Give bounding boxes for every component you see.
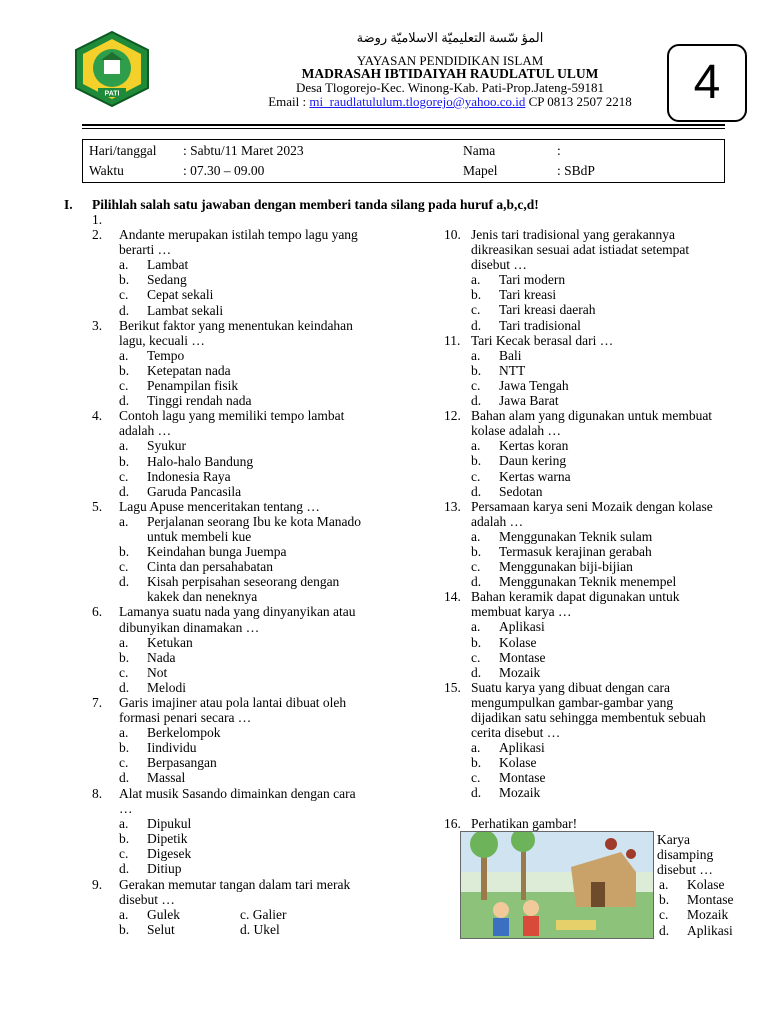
answer-option[interactable] (657, 923, 757, 938)
option-text: Keindahan bunga Juempa (147, 544, 287, 560)
question-number: 1. (92, 212, 103, 227)
answer-option[interactable] (119, 348, 372, 363)
option-text: Melodi (147, 679, 186, 695)
option-text: Menggunakan Teknik sulam (499, 528, 653, 544)
answer-option[interactable] (657, 907, 757, 922)
phone-number: CP 0813 2507 2218 (525, 94, 632, 109)
option-letter: c. (471, 468, 481, 484)
question-text: Berikut faktor yang menentukan keindahan lagu, kecuali … (119, 317, 353, 348)
option-letter: d. (471, 574, 482, 590)
school-name: MADRASAH IBTIDAIYAH RAUDLATUL ULUM (301, 66, 599, 81)
option-letter: d. (119, 770, 130, 786)
option-text: Nada (147, 649, 176, 665)
question-number: 12. (444, 408, 461, 424)
answer-option[interactable] (471, 650, 724, 665)
option-c: c. Galier (240, 907, 287, 923)
option-text: Tinggi rendah nada (147, 393, 252, 409)
header-divider-thin (82, 128, 725, 129)
answer-option[interactable] (471, 302, 724, 317)
option-text: Sedang (147, 272, 187, 288)
option-letter: d. (659, 922, 670, 938)
option-letter: b. (471, 453, 482, 469)
answer-option[interactable] (471, 665, 724, 680)
option-letter: a. (119, 725, 129, 741)
option-text: Mozaik (499, 785, 541, 801)
question-9 (92, 877, 372, 937)
question-number: 2. (92, 227, 103, 243)
option-text: Jawa Barat (499, 393, 559, 409)
question-16 (444, 816, 744, 831)
option-text: Cepat sekali (147, 287, 214, 303)
question-number: 13. (444, 498, 461, 514)
answer-option[interactable] (119, 559, 372, 574)
question-item (444, 499, 724, 590)
option-text: Selut (147, 922, 175, 938)
option-letter: d. (471, 393, 482, 409)
question-item (444, 333, 724, 408)
option-text: Digesek (147, 845, 192, 861)
question-text: Perhatikan gambar! (471, 816, 578, 831)
question-text: Contoh lagu yang memiliki tempo lambat adalah … (119, 408, 345, 439)
option-text: Bali (499, 347, 522, 363)
answer-option[interactable] (471, 755, 724, 770)
option-letter: d. (119, 483, 130, 499)
subject-value: : SBdP (557, 163, 595, 178)
option-letter: c. (471, 770, 481, 786)
time-label: Waktu (89, 163, 124, 178)
question-item (92, 408, 372, 499)
answer-option[interactable] (471, 574, 724, 589)
answer-option[interactable] (471, 272, 724, 287)
option-letter: b. (471, 287, 482, 303)
answer-option[interactable] (119, 665, 372, 680)
question-number: 11. (444, 332, 461, 348)
option-letter: d. (119, 302, 130, 318)
option-text: Berkelompok (147, 725, 221, 741)
option-text: Tari modern (499, 272, 566, 288)
answer-option[interactable] (119, 816, 372, 831)
subject-label: Mapel (463, 163, 498, 178)
option-letter: c. (119, 559, 129, 575)
answer-option[interactable] (119, 725, 372, 740)
answer-option[interactable] (471, 559, 724, 574)
section-instruction: Pilihlah salah satu jawaban dengan memberi tanda silang pada huruf a,b,c,d! (92, 197, 539, 212)
answer-option[interactable] (471, 393, 724, 408)
option-text: Garuda Pancasila (147, 483, 242, 499)
questions-right-column (444, 227, 724, 801)
arabic-title: المؤ سّسة التعليميّة الاسلاميّة روضة (356, 30, 544, 45)
option-text: Kolase (499, 634, 537, 650)
option-letter: d. (471, 483, 482, 499)
question-16-side (657, 832, 757, 938)
option-text: Lambat sekali (147, 302, 224, 318)
option-letter: c. (471, 377, 481, 393)
option-text: Perjalanan seorang Ibu ke kota Manado untuk membeli kue (147, 513, 362, 544)
answer-option[interactable] (657, 892, 757, 907)
option-text: Aplikasi (499, 740, 545, 756)
option-d: d. Ukel (240, 922, 280, 938)
answer-option[interactable] (471, 438, 724, 453)
option-text: Aplikasi (499, 619, 545, 635)
exam-info-box (82, 139, 725, 183)
option-letter: b. (119, 272, 130, 288)
questions-left-column (92, 212, 372, 876)
option-letter: a. (119, 513, 129, 529)
collage-picture (460, 831, 654, 939)
option-text: Jawa Tengah (499, 377, 569, 393)
question-number: 10. (444, 227, 461, 242)
option-text: Kolase (499, 755, 537, 771)
option-letter: b. (119, 544, 130, 560)
question-number: 14. (444, 589, 461, 605)
answer-option[interactable] (119, 544, 372, 559)
option-letter: b. (119, 362, 130, 378)
option-letter: b. (471, 362, 482, 378)
option-letter: d. (471, 664, 482, 680)
option-letter: b. (119, 649, 130, 665)
question-number: 16. (444, 816, 461, 831)
question-item (444, 227, 724, 333)
option-text: Penampilan fisik (147, 378, 239, 394)
answer-option[interactable] (471, 287, 724, 302)
question-number: 3. (92, 317, 103, 333)
answer-option[interactable] (471, 619, 724, 634)
option-letter: a. (471, 740, 481, 756)
option-letter: c. (471, 649, 481, 665)
answer-option[interactable] (119, 574, 372, 604)
answer-option[interactable] (471, 635, 724, 650)
option-letter: b. (659, 892, 670, 908)
question-text: Jenis tari tradisional yang gerakannya dikreasikan sesuai adat istiadat setempat disebut … (471, 227, 690, 273)
answer-option[interactable] (119, 378, 372, 393)
name-label: Nama (463, 143, 496, 158)
option-letter: c. (471, 302, 481, 318)
answer-option[interactable] (657, 877, 757, 892)
option-text: Aplikasi (687, 922, 733, 938)
option-letter: a. (119, 257, 129, 273)
answer-option[interactable] (119, 514, 372, 544)
question-item (444, 680, 724, 801)
question-text: Alat musik Sasando dimainkan dengan cara … (119, 785, 356, 816)
option-letter: a. (119, 815, 129, 831)
option-text: Dipetik (147, 830, 188, 846)
question-item (444, 589, 724, 680)
question-16-options (657, 877, 757, 937)
answer-option[interactable] (119, 846, 372, 861)
answer-option[interactable] (119, 740, 372, 755)
question-text: Bahan alam yang digunakan untuk membuat kolase adalah … (471, 408, 713, 439)
option-text: Ketepatan nada (147, 362, 231, 378)
question-text: Andante merupakan istilah tempo lagu yang berarti … (119, 227, 358, 258)
option-text: Tempo (147, 347, 185, 363)
question-number: 7. (92, 695, 103, 710)
question-text: Suatu karya yang dibuat dengan cara mengumpulkan gambar-gambar yang dijadikan satu sehingga membentuk sebuah cerita disebut … (471, 679, 706, 741)
logo-text: PATI (104, 90, 120, 98)
answer-option[interactable] (471, 529, 724, 544)
question-text: Lamanya suatu nada yang dinyanyikan atau dibunyikan dinamakan … (119, 604, 356, 635)
answer-option[interactable] (119, 831, 372, 846)
question-text (119, 212, 372, 227)
time-value: : 07.30 – 09.00 (183, 163, 265, 178)
option-text: Montase (499, 770, 546, 786)
answer-option[interactable] (119, 363, 372, 378)
option-letter: b. (119, 453, 130, 469)
email-link[interactable]: mi_raudlatululum.tlogorejo@yahoo.co.id (309, 94, 526, 109)
option-text: Kisah perpisahan seseorang dengan kakek dan neneknya (147, 574, 340, 605)
option-letter: c. (119, 664, 129, 680)
question-number: 9. (92, 877, 103, 892)
answer-option[interactable] (471, 740, 724, 755)
option-text: Montase (499, 649, 546, 665)
option-text: Berpasangan (147, 755, 217, 771)
option-text: NTT (499, 362, 526, 378)
option-letter: c. (119, 845, 129, 861)
option-text: Menggunakan biji-bijian (499, 559, 633, 575)
answer-option[interactable] (471, 484, 724, 499)
answer-option[interactable] (471, 785, 724, 800)
option-text: Termasuk kerajinan gerabah (499, 543, 652, 559)
option-text: Tari kreasi daerah (499, 302, 596, 318)
answer-option[interactable] (119, 680, 372, 695)
option-text: Kertas warna (499, 468, 571, 484)
option-text: Iindividu (147, 740, 197, 756)
email-label: Email : (268, 94, 310, 109)
answer-option[interactable] (119, 650, 372, 665)
question-text: Gerakan memutar tangan dalam tari merak disebut … (119, 877, 351, 908)
option-letter: b. (119, 740, 130, 756)
option-text: Mozaik (499, 664, 541, 680)
option-letter: b. (471, 634, 482, 650)
option-letter: a. (471, 438, 481, 454)
question-number: 8. (92, 785, 103, 801)
answer-option[interactable] (471, 318, 724, 333)
answer-option[interactable] (471, 770, 724, 785)
question-item (92, 212, 372, 227)
option-letter: c. (119, 287, 129, 303)
answer-option[interactable] (119, 469, 372, 484)
foundation-name: YAYASAN PENDIDIKAN ISLAM (356, 53, 544, 68)
answer-option[interactable] (119, 393, 372, 408)
answer-option[interactable] (471, 363, 724, 378)
option-text: Menggunakan Teknik menempel (499, 574, 677, 590)
option-text: Montase (687, 892, 734, 908)
answer-option[interactable] (119, 454, 372, 469)
option-letter: c. (119, 755, 129, 771)
answer-option[interactable] (119, 257, 372, 272)
option-letter: a. (119, 347, 129, 363)
option-text: Syukur (147, 438, 187, 454)
question-text: Bahan keramik dapat digunakan untuk membuat karya … (471, 589, 680, 620)
answer-option[interactable] (119, 303, 372, 318)
option-text: Tari tradisional (499, 317, 581, 333)
question-text: Garis imajiner atau pola lantai dibuat oleh formasi penari secara … (119, 695, 347, 726)
answer-option[interactable] (471, 453, 724, 468)
option-letter: d. (471, 785, 482, 801)
option-letter: c. (119, 378, 129, 394)
answer-option[interactable] (119, 770, 372, 785)
question-item (92, 227, 372, 318)
option-text: Cinta dan persahabatan (147, 559, 273, 575)
question-number: 6. (92, 604, 103, 620)
question-item (92, 499, 372, 605)
option-text: Dipukul (147, 815, 192, 831)
option-letter: a. (471, 528, 481, 544)
option-text: Kolase (687, 877, 725, 893)
option-letter: d. (119, 393, 130, 409)
name-value: : (557, 143, 561, 158)
grade-number-box: 4 (667, 44, 747, 122)
answer-option[interactable] (119, 484, 372, 499)
option-letter: a. (119, 907, 129, 923)
question-item (444, 408, 724, 499)
day-value: : Sabtu/11 Maret 2023 (183, 143, 304, 158)
option-letter: d. (119, 574, 130, 590)
answer-option[interactable] (119, 287, 372, 302)
option-text: Ketukan (147, 634, 193, 650)
question-text: Lagu Apuse menceritakan tentang … (119, 498, 320, 514)
option-text: Gulek (147, 907, 180, 923)
question-item (92, 604, 372, 695)
question-text: Tari Kecak berasal dari … (471, 332, 614, 348)
option-text: Indonesia Raya (147, 468, 231, 484)
option-letter: a. (659, 877, 669, 893)
answer-option[interactable] (119, 272, 372, 287)
option-letter: c. (659, 907, 669, 923)
question-text: Persamaan karya seni Mozaik dengan kolase adalah … (471, 498, 713, 529)
option-letter: a. (119, 634, 129, 650)
option-letter: c. (119, 468, 129, 484)
option-letter: b. (471, 543, 482, 559)
option-letter: d. (119, 861, 130, 877)
option-text: Massal (147, 770, 186, 786)
option-letter: b. (471, 755, 482, 771)
contact-line (200, 94, 700, 109)
question-number: 4. (92, 408, 103, 424)
option-text: Not (147, 664, 168, 680)
option-text: Tari kreasi (499, 287, 557, 303)
option-letter: b. (119, 830, 130, 846)
answer-option[interactable] (119, 755, 372, 770)
school-logo (74, 30, 150, 108)
option-text: Mozaik (687, 907, 729, 923)
option-text: Daun kering (499, 453, 567, 469)
side-text: Karya disamping disebut … (657, 832, 714, 878)
option-letter: a. (119, 438, 129, 454)
option-letter: b. (119, 922, 130, 938)
answer-option[interactable] (119, 861, 372, 876)
answer-option[interactable] (471, 378, 724, 393)
option-letter: c. (471, 559, 481, 575)
answer-option[interactable] (471, 469, 724, 484)
answer-option[interactable] (471, 544, 724, 559)
option-letter: d. (471, 317, 482, 333)
option-text: Halo-halo Bandung (147, 453, 254, 469)
answer-option[interactable] (119, 438, 372, 453)
option-text: Sedotan (499, 483, 543, 499)
option-letter: a. (471, 347, 481, 363)
section-number: I. (64, 197, 73, 212)
option-text: Ditiup (147, 861, 182, 877)
answer-option[interactable] (471, 348, 724, 363)
question-number: 15. (444, 679, 461, 695)
option-letter: a. (471, 619, 481, 635)
school-address: Desa Tlogorejo-Kec. Winong-Kab. Pati-Prop.Jateng-59181 (295, 80, 605, 95)
header-divider (82, 124, 725, 126)
option-text: Kertas koran (499, 438, 569, 454)
question-item (92, 786, 372, 877)
question-number: 5. (92, 498, 103, 514)
option-letter: a. (471, 272, 481, 288)
answer-option[interactable] (119, 635, 372, 650)
question-item (92, 695, 372, 786)
option-letter: d. (119, 679, 130, 695)
option-text: Lambat (147, 257, 189, 273)
day-label: Hari/tanggal (89, 143, 157, 158)
question-item (92, 318, 372, 409)
